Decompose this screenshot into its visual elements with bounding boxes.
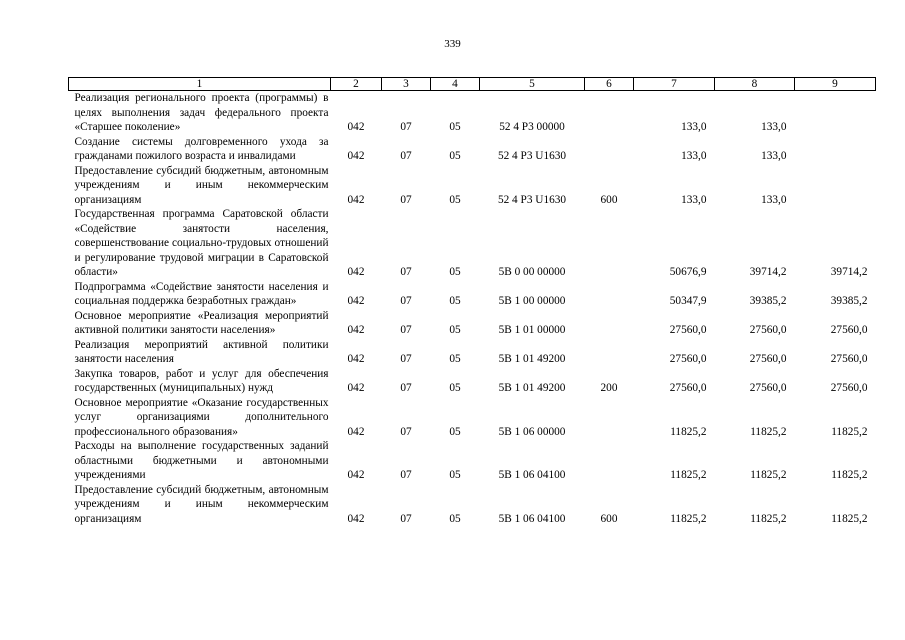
cell-section: 07 bbox=[400, 382, 412, 394]
table-row bbox=[69, 367, 876, 396]
cell-ministry-code: 042 bbox=[347, 150, 365, 162]
column-header: 5 bbox=[480, 78, 585, 91]
cell-amount-2: 133,0 bbox=[761, 121, 787, 133]
cell-amount-1: 133,0 bbox=[681, 193, 707, 206]
cell-section: 07 bbox=[400, 266, 412, 278]
cell-amount-1: 50676,9 bbox=[669, 266, 707, 278]
cell-ministry-code: 042 bbox=[347, 324, 365, 336]
cell-amount-3: 27560,0 bbox=[830, 353, 868, 365]
cell-expense-type bbox=[585, 338, 634, 367]
cell-expense-type bbox=[585, 280, 634, 309]
cell-amount-1: 11825,2 bbox=[670, 512, 707, 525]
cell-expense-type bbox=[585, 309, 634, 338]
cell-amount-2: 11825,2 bbox=[750, 469, 787, 481]
cell-ministry-code: 042 bbox=[347, 382, 365, 394]
cell-section: 07 bbox=[400, 324, 412, 336]
column-header: 9 bbox=[795, 78, 876, 91]
table-row bbox=[69, 309, 876, 338]
cell-subsection: 05 bbox=[449, 150, 461, 162]
cell-ministry-code: 042 bbox=[347, 193, 365, 206]
cell-amount-1: 50347,9 bbox=[669, 295, 707, 307]
cell-subsection: 05 bbox=[449, 295, 461, 307]
row-name: Предоставление субсидий бюджетным, автономным учреждениям и иным некоммерческим организациям bbox=[74, 483, 329, 525]
cell-section: 07 bbox=[400, 512, 412, 525]
cell-subsection: 05 bbox=[449, 266, 461, 278]
cell-amount-2: 133,0 bbox=[761, 193, 787, 206]
cell-ministry-code: 042 bbox=[347, 295, 365, 307]
table-row bbox=[69, 280, 876, 309]
cell-amount-3 bbox=[795, 135, 876, 164]
column-header: 3 bbox=[382, 78, 431, 91]
cell-amount-1: 27560,0 bbox=[669, 382, 707, 394]
cell-amount-1: 133,0 bbox=[681, 150, 707, 162]
cell-ministry-code: 042 bbox=[347, 425, 365, 438]
cell-section: 07 bbox=[400, 150, 412, 162]
cell-section: 07 bbox=[400, 295, 412, 307]
table-row bbox=[69, 135, 876, 164]
table-row bbox=[69, 396, 876, 440]
cell-section: 07 bbox=[400, 425, 412, 438]
column-header: 6 bbox=[585, 78, 634, 91]
cell-amount-1: 11825,2 bbox=[670, 425, 707, 438]
cell-target-article: 5B 1 01 49200 bbox=[498, 382, 566, 394]
cell-amount-2: 11825,2 bbox=[750, 512, 787, 525]
table-row bbox=[69, 207, 876, 280]
cell-ministry-code: 042 bbox=[347, 512, 365, 525]
column-header: 1 bbox=[69, 78, 331, 91]
row-name: Основное мероприятие «Реализация мероприятий активной политики занятости населения» bbox=[74, 309, 329, 336]
cell-amount-3 bbox=[795, 164, 876, 208]
cell-subsection: 05 bbox=[449, 324, 461, 336]
cell-ministry-code: 042 bbox=[347, 266, 365, 278]
table-row bbox=[69, 91, 876, 135]
cell-target-article: 5B 1 06 04100 bbox=[498, 469, 566, 481]
table-header-row bbox=[69, 78, 876, 91]
cell-expense-type bbox=[585, 207, 634, 280]
row-name: Закупка товаров, работ и услуг для обеспечения государственных (муниципальных) нужд bbox=[74, 367, 329, 394]
cell-amount-2: 27560,0 bbox=[749, 324, 787, 336]
row-name: Основное мероприятие «Оказание государственных услуг организациями дополнительного профессионального образования» bbox=[74, 396, 329, 438]
row-name: Предоставление субсидий бюджетным, автономным учреждениям и иным некоммерческим организациям bbox=[74, 164, 329, 206]
cell-target-article: 5B 1 06 04100 bbox=[498, 512, 566, 525]
cell-amount-3: 39385,2 bbox=[830, 295, 868, 307]
cell-subsection: 05 bbox=[449, 382, 461, 394]
cell-section: 07 bbox=[400, 121, 412, 133]
cell-target-article: 5B 1 06 00000 bbox=[498, 425, 566, 438]
cell-section: 07 bbox=[400, 353, 412, 365]
cell-subsection: 05 bbox=[449, 425, 461, 438]
cell-amount-3: 11825,2 bbox=[831, 425, 868, 438]
table-row bbox=[69, 338, 876, 367]
cell-subsection: 05 bbox=[449, 469, 461, 481]
cell-amount-3: 11825,2 bbox=[831, 469, 868, 481]
row-name: Подпрограмма «Содействие занятости населения и социальная поддержка безработных граждан» bbox=[74, 280, 329, 307]
cell-amount-1: 11825,2 bbox=[670, 469, 707, 481]
table-row bbox=[69, 439, 876, 483]
column-header: 4 bbox=[431, 78, 480, 91]
cell-amount-1: 133,0 bbox=[681, 121, 707, 133]
cell-amount-3: 11825,2 bbox=[831, 512, 868, 525]
cell-expense-type: 600 bbox=[600, 512, 618, 525]
cell-target-article: 5B 0 00 00000 bbox=[498, 266, 566, 278]
cell-ministry-code: 042 bbox=[347, 353, 365, 365]
cell-target-article: 5B 1 00 00000 bbox=[498, 295, 566, 307]
cell-amount-2: 133,0 bbox=[761, 150, 787, 162]
cell-expense-type bbox=[585, 91, 634, 135]
budget-table bbox=[68, 77, 876, 526]
row-name: Государственная программа Саратовской области «Содействие занятости населения, совершенствование социально-трудовых отношений и регулирование трудовой миграции в Саратовской области» bbox=[74, 208, 329, 278]
cell-expense-type: 600 bbox=[600, 193, 618, 206]
column-header: 7 bbox=[634, 78, 715, 91]
cell-amount-1: 27560,0 bbox=[669, 353, 707, 365]
cell-expense-type bbox=[585, 396, 634, 440]
cell-expense-type: 200 bbox=[600, 382, 618, 394]
table-row bbox=[69, 483, 876, 527]
cell-section: 07 bbox=[400, 469, 412, 481]
cell-amount-3: 27560,0 bbox=[830, 382, 868, 394]
column-header: 8 bbox=[715, 78, 795, 91]
cell-subsection: 05 bbox=[449, 121, 461, 133]
column-header: 2 bbox=[331, 78, 382, 91]
cell-amount-3: 39714,2 bbox=[830, 266, 868, 278]
cell-target-article: 5B 1 01 00000 bbox=[498, 324, 566, 336]
cell-target-article: 5B 1 01 49200 bbox=[498, 353, 566, 365]
cell-ministry-code: 042 bbox=[347, 121, 365, 133]
cell-expense-type bbox=[585, 439, 634, 483]
cell-amount-2: 39714,2 bbox=[749, 266, 787, 278]
cell-amount-3: 27560,0 bbox=[830, 324, 868, 336]
cell-target-article: 52 4 P3 U1630 bbox=[497, 193, 567, 206]
cell-amount-2: 39385,2 bbox=[749, 295, 787, 307]
row-name: Реализация мероприятий активной политики занятости населения bbox=[74, 338, 329, 365]
row-name: Создание системы долговременного ухода за гражданами пожилого возраста и инвалидами bbox=[74, 135, 329, 162]
table-row bbox=[69, 164, 876, 208]
cell-amount-2: 11825,2 bbox=[750, 425, 787, 438]
cell-target-article: 52 4 P3 00000 bbox=[499, 121, 565, 133]
cell-amount-3 bbox=[795, 91, 876, 135]
cell-subsection: 05 bbox=[449, 353, 461, 365]
cell-ministry-code: 042 bbox=[347, 469, 365, 481]
page-number: 339 bbox=[444, 38, 461, 50]
row-name: Реализация регионального проекта (программы) в целях выполнения задач федерального проекта «Старшее поколение» bbox=[74, 92, 329, 133]
cell-amount-2: 27560,0 bbox=[749, 382, 787, 394]
row-name: Расходы на выполнение государственных заданий областными бюджетными и автономными учреждениями bbox=[74, 440, 329, 481]
cell-amount-1: 27560,0 bbox=[669, 324, 707, 336]
cell-amount-2: 27560,0 bbox=[749, 353, 787, 365]
cell-section: 07 bbox=[400, 193, 412, 206]
cell-subsection: 05 bbox=[449, 512, 461, 525]
cell-subsection: 05 bbox=[449, 193, 461, 206]
cell-target-article: 52 4 P3 U1630 bbox=[497, 150, 567, 162]
cell-expense-type bbox=[585, 135, 634, 164]
